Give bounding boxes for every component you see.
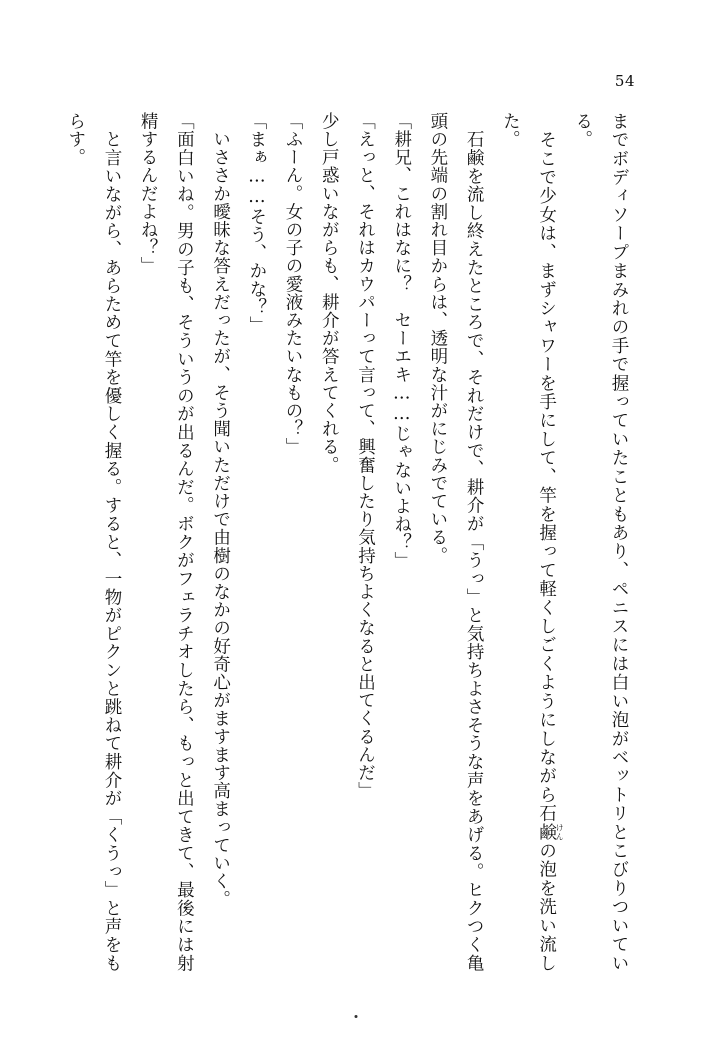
paragraph: 「耕兄、これはなに？ セーエキ……じゃないよね？」 bbox=[391, 112, 412, 570]
paragraph: までボディソープまみれの手で握っていたこともあり、ペニスには白い泡がベットリとこびりついている。 bbox=[572, 112, 629, 972]
page-body-text bbox=[65, 112, 637, 972]
paragraph: 「えっと、それはカウパーって言って、興奮したり気持ちよくなると出てくるんだ」 bbox=[355, 112, 376, 800]
footer-dot-ornament bbox=[354, 1015, 357, 1018]
paragraph: 「ふーん。女の子の愛液みたいなもの？」 bbox=[283, 112, 304, 456]
paragraph: そこで少女は、まずシャワーを手にして、竿を握って軽くしごくようにしながら石鹸けんの泡を洗い流した。 bbox=[500, 112, 565, 972]
paragraph: 石鹸を流し終えたところで、それだけで、耕介が「うっ」と気持ちよさそうな声をあげる。ヒクつく亀頭の先端の割れ目からは、透明な汁がにじみでている。 bbox=[427, 112, 485, 972]
paragraph: 「面白いね。男の子も、そういうのが出るんだ。ボクがフェラチオしたら、もっと出てきて、最後には射精するんだよね？」 bbox=[138, 112, 195, 972]
paragraph: 少し戸惑いながらも、耕介が答えてくれる。 bbox=[319, 112, 340, 474]
page-number: 54 bbox=[614, 72, 635, 90]
ruby-sekken: 鹸けん bbox=[536, 822, 565, 842]
paragraph: と言いながら、あらためて竿を優しく握る。すると、一物がピクンと跳ねて耕介が「くうっ」と声をもらす。 bbox=[65, 112, 122, 972]
paragraph: いささか曖昧な答えだったが、そう聞いただけで由樹のなかの好奇心がますます高まっていく。 bbox=[210, 112, 231, 909]
paragraph: 「まぁ……そう、かな？」 bbox=[246, 112, 267, 335]
